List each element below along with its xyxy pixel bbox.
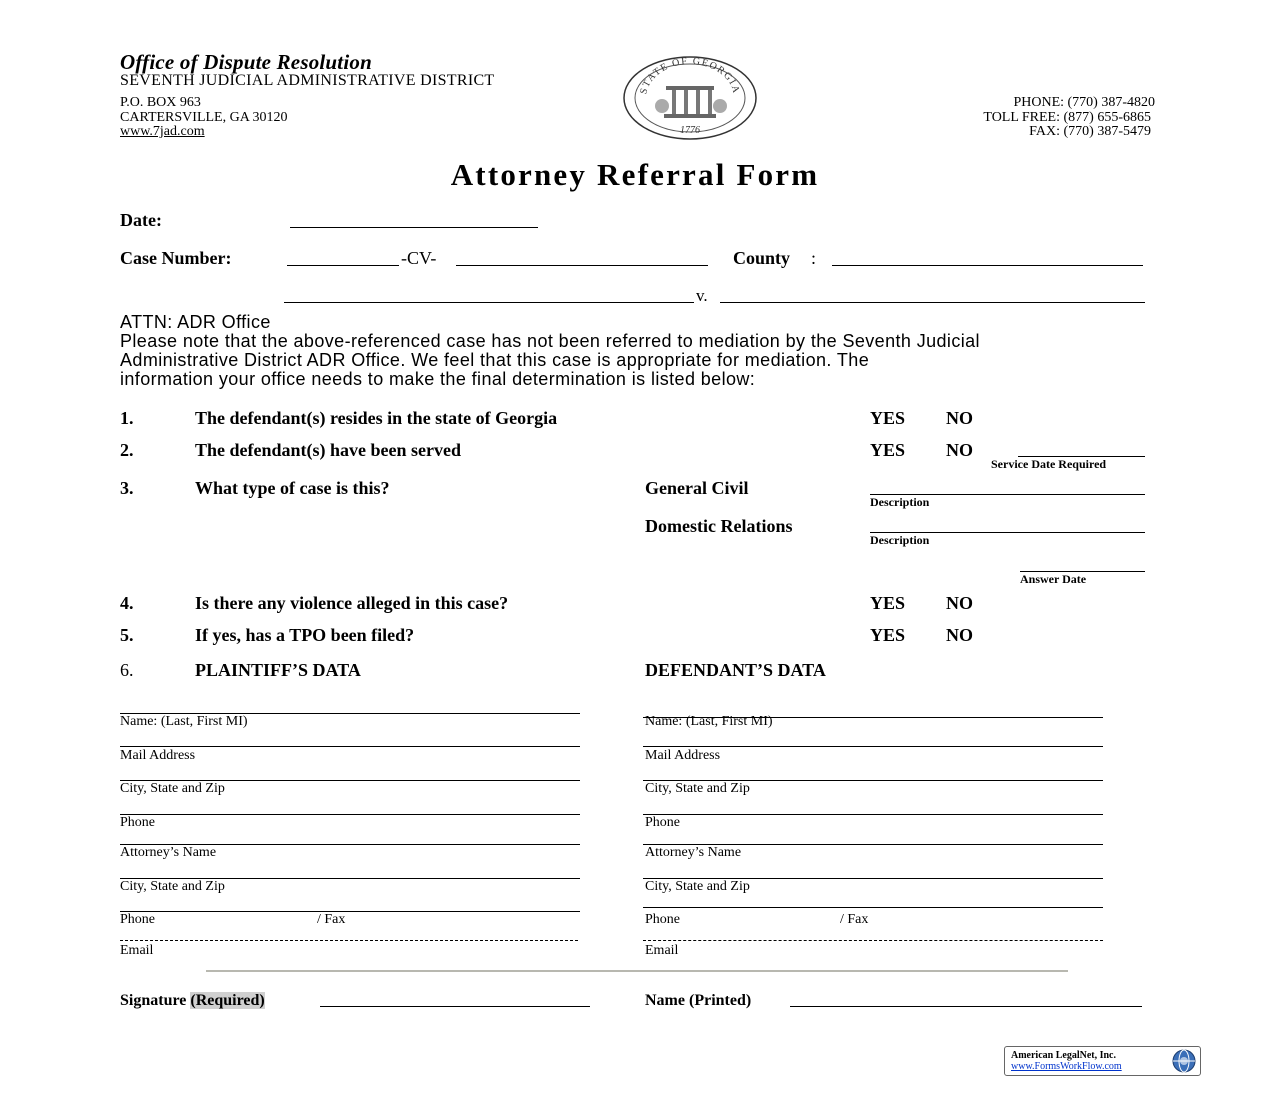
address-line-1: P.O. BOX 963 [120,95,201,110]
question-1-yes[interactable]: YES [870,408,906,428]
defendant-phone-label: Phone [645,815,680,830]
badge-website-link[interactable]: www.FormsWorkFlow.com [1011,1061,1122,1072]
question-1-text: The defendant(s) resides in the state of Georgia [195,408,558,428]
question-4-text: Is there any violence alleged in this case? [195,593,509,613]
plaintiff-email-line[interactable] [120,940,578,941]
defendant-attorney-phone-line[interactable] [643,907,1103,908]
defendant-attorney-city-label: City, State and Zip [645,879,750,894]
address-line-2: CARTERSVILLE, GA 30120 [120,110,288,125]
plaintiff-party-line[interactable] [284,302,694,303]
question-2-no[interactable]: NO [946,440,973,460]
county-input-line[interactable] [832,265,1143,266]
intro-line-3: information your office needs to make the final determination is listed below: [120,369,756,389]
defendant-phone-line[interactable] [643,814,1103,815]
defendant-mail-label: Mail Address [645,748,721,763]
question-5-number: 5. [120,625,134,645]
service-date-caption: Service Date Required [991,457,1107,471]
district-name: SEVENTH JUDICIAL ADMINISTRATIVE DISTRICT [120,72,495,89]
plaintiff-data-heading: PLAINTIFF’S DATA [195,660,361,680]
website-link[interactable]: www.7jad.com [120,124,205,139]
seal-year-text: 1776 [680,125,700,136]
domestic-relations-option[interactable]: Domestic Relations [645,516,793,536]
intro-line-2: Administrative District ADR Office. We feel that this case is appropriate for mediation. The [120,350,870,370]
badge-company-name: American LegalNet, Inc. [1011,1050,1116,1061]
name-printed-label: Name (Printed) [645,992,752,1009]
name-printed-input-line[interactable] [790,1006,1142,1007]
question-2-number: 2. [120,440,134,460]
defendant-name-label: Name: (Last, First MI) [645,714,773,729]
question-5-no[interactable]: NO [946,625,973,645]
signature-label-group [120,992,265,1010]
georgia-seal-logo [622,56,758,140]
defendant-city-label: City, State and Zip [645,781,750,796]
plaintiff-mail-line[interactable] [120,746,580,747]
american-legalnet-badge[interactable] [1004,1046,1201,1076]
defendant-attorney-fax-label: / Fax [840,912,869,927]
domestic-relations-description-caption: Description [870,533,930,547]
county-colon: : [811,248,817,268]
plaintiff-email-label: Email [120,943,154,958]
versus-label: v. [696,286,708,305]
plaintiff-name-label: Name: (Last, First MI) [120,714,248,729]
plaintiff-attorney-phone-label: Phone [120,912,155,927]
intro-paragraph [120,313,980,389]
defendant-attorney-label: Attorney’s Name [645,845,742,860]
question-1-no[interactable]: NO [946,408,973,428]
section-divider [206,970,1068,972]
case-number-year-line[interactable] [287,265,399,266]
globe-logo-icon [1171,1048,1197,1074]
form-title: Attorney Referral Form [450,157,820,192]
defendant-attorney-phone-label: Phone [645,912,680,927]
question-6-number: 6. [120,660,134,680]
question-2-text: The defendant(s) have been served [195,440,461,460]
plaintiff-phone-label: Phone [120,815,155,830]
question-5-yes[interactable]: YES [870,625,906,645]
signature-input-line[interactable] [320,1006,590,1007]
plaintiff-city-label: City, State and Zip [120,781,225,796]
county-label: County [733,248,791,268]
defendant-email-line[interactable] [643,940,1103,941]
question-2-yes[interactable]: YES [870,440,906,460]
plaintiff-attorney-city-label: City, State and Zip [120,879,225,894]
plaintiff-attorney-phone-line[interactable] [120,911,580,912]
plaintiff-attorney-fax-label: / Fax [317,912,346,927]
question-3-number: 3. [120,478,134,498]
question-5-text: If yes, has a TPO been filed? [195,625,415,645]
defendant-mail-line[interactable] [643,746,1103,747]
question-4-number: 4. [120,593,134,613]
plaintiff-attorney-label: Attorney’s Name [120,845,217,860]
plaintiff-phone-line[interactable] [120,814,580,815]
date-input-line[interactable] [290,227,538,228]
phone-number: PHONE: (770) 387-4820 [1013,95,1155,110]
seal-state-text: STATE OF GEORGIA [638,56,742,96]
case-number-label: Case Number: [120,248,232,268]
defendant-data-heading: DEFENDANT’S DATA [645,660,826,680]
answer-date-caption: Answer Date [1020,572,1087,586]
signature-required-tag: (Required) [190,992,265,1009]
question-1-number: 1. [120,408,134,428]
case-number-line[interactable] [456,265,708,266]
defendant-party-line[interactable] [720,302,1145,303]
question-4-no[interactable]: NO [946,593,973,613]
question-4-yes[interactable]: YES [870,593,906,613]
attn-line: ATTN: ADR Office [120,312,271,332]
toll-free-number: TOLL FREE: (877) 655-6865 [983,110,1151,125]
fax-number: FAX: (770) 387-5479 [1029,124,1151,139]
plaintiff-mail-label: Mail Address [120,748,196,763]
intro-line-1: Please note that the above-referenced case has not been referred to mediation by the Seventh Judicial [120,331,980,351]
general-civil-option[interactable]: General Civil [645,478,749,498]
case-number-separator: -CV- [401,248,437,268]
office-name: Office of Dispute Resolution [120,50,372,74]
signature-label: Signature [120,992,187,1009]
defendant-email-label: Email [645,943,679,958]
general-civil-description-caption: Description [870,495,930,509]
question-3-text: What type of case is this? [195,478,390,498]
date-label: Date: [120,210,162,230]
